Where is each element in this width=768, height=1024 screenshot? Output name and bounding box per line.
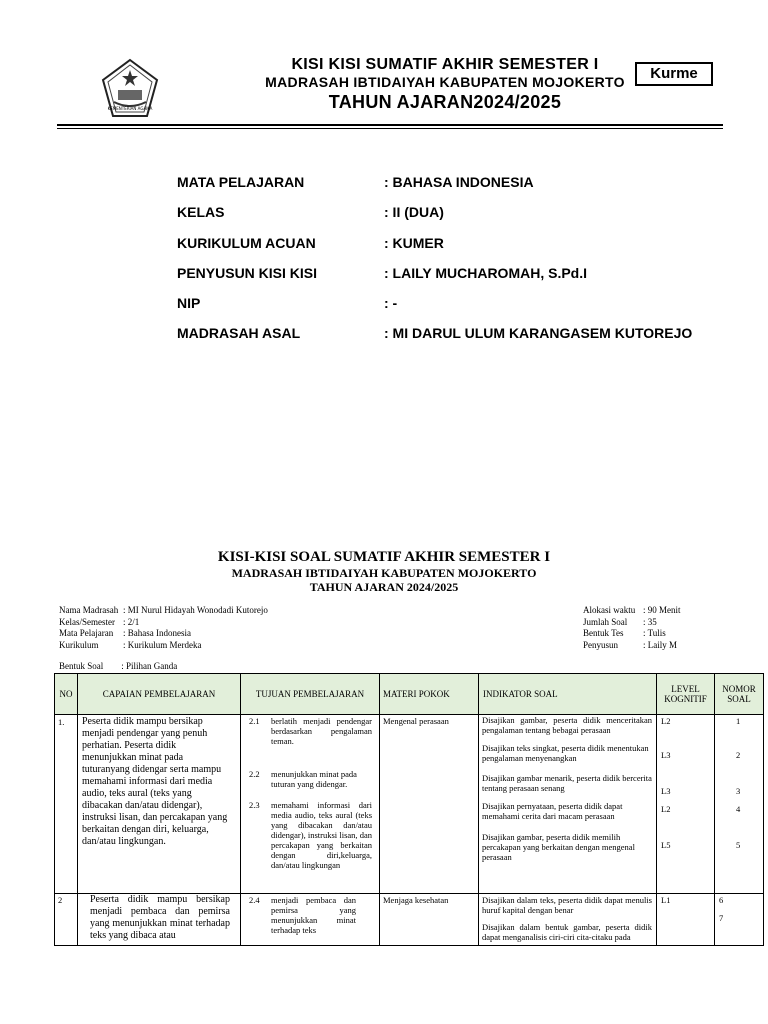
row2-capaian: Peserta didik mampu bersikap menjadi pembaca dan pemirsa yang menunjukkan minat terhadap teks yang dibaca atau <box>90 894 230 941</box>
row1-indikator: Disajikan gambar, peserta didik menceritakan pengalaman tentang bebagai perasaan <box>482 715 652 735</box>
meta-value: : 35 <box>643 616 657 627</box>
identity-row-class <box>177 204 737 224</box>
row1-indikator: Disajikan teks singkat, peserta didik menentukan pengalaman menyenangkan <box>482 743 649 763</box>
meta-value: : Bahasa Indonesia <box>123 628 191 638</box>
row1-nomor: 4 <box>736 804 741 814</box>
meta-key: Bentuk Tes <box>583 628 624 638</box>
header-divider <box>57 124 723 126</box>
document-title: KISI KISI SUMATIF AKHIR SEMESTER I <box>291 56 599 73</box>
row2-indikator: Disajikan dalam bentuk gambar, peserta didik dapat menganalisis ciri-ciri cita-citaku pada <box>482 922 652 942</box>
header-no: NO <box>59 689 73 699</box>
identity-value: : - <box>384 295 398 311</box>
meta-value: : Tulis <box>643 628 666 638</box>
row1-tujuan-num: 2.3 <box>249 800 260 810</box>
row1-level: L3 <box>661 786 671 796</box>
kisi-kisi-table <box>54 673 764 946</box>
meta-value: : MI Nurul Hidayah Wonodadi Kutorejo <box>123 605 268 615</box>
identity-row-curriculum <box>177 235 737 255</box>
identity-label: MATA PELAJARAN <box>177 174 305 190</box>
meta-item <box>59 628 268 640</box>
meta-item <box>59 605 268 617</box>
row1-tujuan-text: berlatih menjadi pendengar berdasarkan pengalaman teman. <box>271 716 372 746</box>
document-subtitle: MADRASAH IBTIDAIYAH KABUPATEN MOJOKERTO <box>265 74 625 90</box>
row2-tujuan-text: menjadi pembaca dan pemirsa yang menunjukkan minat terhadap teks <box>271 895 356 935</box>
row1-nomor: 2 <box>736 750 741 760</box>
kemenag-logo <box>100 58 160 122</box>
identity-label: MADRASAH ASAL <box>177 325 301 341</box>
meta-value: : Kurikulum Merdeka <box>123 639 202 650</box>
row1-nomor: 1 <box>736 716 741 726</box>
row1-tujuan-text: memahami informasi dari media audio, teks aural (teks yang dibacakan dan/atau didengar), instruksi lisan, dan percakapan yang berkaitan dengan diri,keluarga, dan/atau lingkungan <box>271 800 372 870</box>
header-tujuan: TUJUAN PEMBELAJARAN <box>255 689 365 699</box>
identity-row-author <box>177 265 737 285</box>
identity-row-subject <box>177 174 737 194</box>
identity-label: KURIKULUM ACUAN <box>177 235 316 251</box>
grid-subtitle: MADRASAH IBTIDAIYAH KABUPATEN MOJOKERTO <box>231 566 537 580</box>
row2-level: L1 <box>661 895 671 905</box>
meta-item <box>583 640 681 652</box>
header-level: LEVEL KOGNITIF <box>664 684 707 704</box>
question-format: Bentuk Soal : Pilihan Ganda <box>59 661 178 671</box>
curriculum-badge: Kurme <box>635 62 713 86</box>
header-materi: MATERI POKOK <box>383 689 450 699</box>
grid-title: KISI-KISI SOAL SUMATIF AKHIR SEMESTER I <box>217 549 551 565</box>
meta-key: Penyusun <box>583 639 619 650</box>
meta-item <box>583 628 681 640</box>
row1-indikator: Disajikan gambar, peserta didik memilih percakapan yang berkaitan dengan mengenal perasaan <box>482 832 635 862</box>
identity-label: PENYUSUN KISI KISI <box>177 265 318 281</box>
header-indikator: INDIKATOR SOAL <box>483 689 558 699</box>
row1-no: 1. <box>58 717 65 727</box>
row1-tujuan-num: 2.1 <box>249 716 260 726</box>
grid-year: TAHUN AJARAN 2024/2025 <box>309 580 459 594</box>
identity-value: : KUMER <box>384 235 444 251</box>
meta-item <box>59 617 268 629</box>
meta-key: Alokasi waktu <box>583 605 636 615</box>
meta-item <box>583 617 681 629</box>
meta-value: : 2/1 <box>123 616 140 627</box>
row2-indikator: Disajikan dalam teks, peserta didik dapat menulis huruf kapital dengan benar <box>482 895 652 915</box>
meta-key: Kurikulum <box>59 639 99 650</box>
identity-value: : BAHASA INDONESIA <box>384 174 534 190</box>
meta-item <box>583 605 681 617</box>
meta-key: Jumlah Soal <box>583 616 628 627</box>
row1-level: L3 <box>661 750 671 760</box>
row2-nomor: 6 <box>719 895 724 905</box>
row2-nomor: 7 <box>719 913 724 923</box>
identity-value: : LAILY MUCHAROMAH, S.Pd.I <box>384 265 588 281</box>
row2-tujuan-num: 2.4 <box>249 895 260 905</box>
meta-key: Nama Madrasah <box>59 605 119 615</box>
row2-no: 2 <box>58 895 63 905</box>
academic-year: TAHUN AJARAN2024/2025 <box>328 92 562 112</box>
meta-right <box>583 605 681 651</box>
meta-key: Mata Pelajaran <box>59 628 114 638</box>
row1-tujuan-text: menunjukkan minat pada tuturan yang didengar. <box>271 769 357 789</box>
header-nomor: NOMOR SOAL <box>722 684 756 704</box>
identity-value: : II (DUA) <box>384 204 444 220</box>
row1-capaian: Peserta didik mampu bersikap menjadi pendengar yang penuh perhatian. Peserta didik menunjukkan minat pada tuturanyang didengar serta mampu memahami informasi dari media audio, teks aural (teks yang dibacakan dan/atau didengar), instruksi lisan, dan percakapan yang berkaitan dengan diri, keluarga, dan/atau lingkungan. <box>82 716 228 847</box>
row1-indikator: Disajikan gambar menarik, peserta didik bercerita tentang perasaan senang <box>482 773 652 793</box>
meta-key: Kelas/Semester <box>59 616 115 627</box>
row1-materi: Mengenal perasaan <box>383 716 449 726</box>
identity-row-school <box>177 325 737 345</box>
svg-text:KEMENTERIAN AGAMA: KEMENTERIAN AGAMA <box>107 106 153 111</box>
meta-value: : Laily M <box>643 639 677 650</box>
meta-left <box>59 605 268 651</box>
header-capaian: CAPAIAN PEMBELAJARAN <box>102 689 216 699</box>
row1-nomor: 3 <box>736 786 741 796</box>
identity-value: : MI DARUL ULUM KARANGASEM KUTOREJO <box>384 325 693 341</box>
row1-nomor: 5 <box>736 840 741 850</box>
row1-tujuan-num: 2.2 <box>249 769 260 779</box>
row2-materi: Menjaga kesehatan <box>383 895 449 905</box>
header-divider-thin <box>57 128 723 129</box>
meta-item <box>59 640 268 652</box>
row1-level: L2 <box>661 804 671 814</box>
row1-level: L5 <box>661 840 671 850</box>
meta-value: : 90 Menit <box>643 605 681 615</box>
row1-level: L2 <box>661 716 671 726</box>
identity-label: KELAS <box>177 204 225 220</box>
identity-label: NIP <box>177 295 201 311</box>
identity-row-nip <box>177 295 737 315</box>
row1-indikator: Disajikan pernyataan, peserta didik dapat memahami cerita dari macam perasaan <box>482 801 623 821</box>
